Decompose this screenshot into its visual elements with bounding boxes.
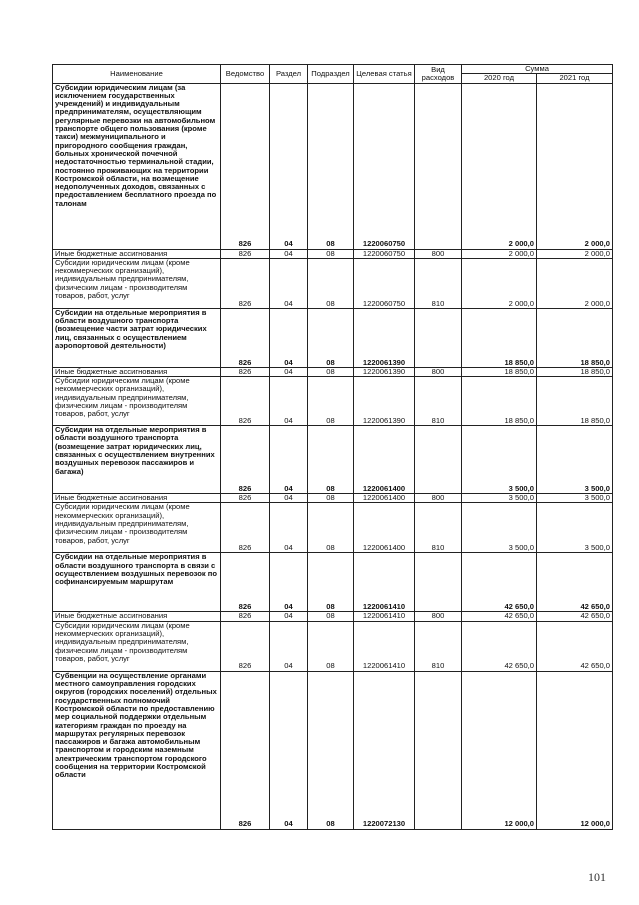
cell-2020: 18 850,0 [462,377,537,426]
cell-name: Субсидии на отдельные мероприятия в области воздушного транспорта (возмещение части затрат юридических лиц, связанных с осуществлением аэропортовой деятельности) [53,308,221,367]
cell-podrazdel: 08 [308,621,354,671]
cell-podrazdel: 08 [308,553,354,612]
cell-2021: 18 850,0 [537,377,613,426]
cell-2020: 42 650,0 [462,553,537,612]
cell-vedomstvo: 826 [221,621,270,671]
cell-name: Субсидии на отдельные мероприятия в области воздушного транспорта в связи с осуществлением воздушных перевозок по софинансируемым маршрутам [53,553,221,612]
cell-vedomstvo: 826 [221,377,270,426]
cell-target: 1220061390 [354,308,415,367]
cell-2021: 3 500,0 [537,426,613,494]
cell-name: Субсидии юридическим лицам (кроме некоммерческих организаций), индивидуальным предпринимателям, физическим лицам - производителям товаров, работ, услуг [53,621,221,671]
cell-razdel: 04 [270,494,308,503]
cell-vid: 800 [415,494,462,503]
cell-target: 1220061400 [354,494,415,503]
cell-razdel: 04 [270,258,308,308]
cell-vid [415,308,462,367]
cell-target: 1220060750 [354,249,415,258]
table-row [53,671,613,829]
cell-podrazdel: 08 [308,258,354,308]
cell-2020: 12 000,0 [462,671,537,829]
cell-razdel: 04 [270,621,308,671]
cell-name: Субсидии юридическим лицам (кроме некоммерческих организаций), индивидуальным предпринимателям, физическим лицам - производителям товаров, работ, услуг [53,377,221,426]
cell-2020: 2 000,0 [462,249,537,258]
cell-vid: 800 [415,367,462,376]
cell-razdel: 04 [270,553,308,612]
cell-vid: 810 [415,621,462,671]
cell-2021: 3 500,0 [537,503,613,553]
col-header-target: Целевая статья [354,65,415,84]
cell-vid: 810 [415,258,462,308]
cell-razdel: 04 [270,367,308,376]
cell-target: 1220061410 [354,612,415,621]
cell-name: Субсидии юридическим лицам (кроме некоммерческих организаций), индивидуальным предпринимателям, физическим лицам - производителям товаров, работ, услуг [53,503,221,553]
cell-target: 1220061400 [354,503,415,553]
cell-target: 1220061410 [354,621,415,671]
table-row [53,621,613,671]
cell-vid [415,83,462,249]
cell-2020: 18 850,0 [462,308,537,367]
table-row [53,503,613,553]
cell-2020: 42 650,0 [462,612,537,621]
cell-vid: 800 [415,612,462,621]
table-row [53,83,613,249]
cell-target: 1220061410 [354,553,415,612]
cell-podrazdel: 08 [308,249,354,258]
col-header-name: Наименование [53,65,221,84]
cell-2021: 2 000,0 [537,249,613,258]
cell-vedomstvo: 826 [221,249,270,258]
cell-razdel: 04 [270,671,308,829]
cell-name: Субсидии юридическим лицам (кроме некоммерческих организаций), индивидуальным предпринимателям, физическим лицам - производителям товаров, работ, услуг [53,258,221,308]
table-row [53,258,613,308]
cell-vedomstvo: 826 [221,258,270,308]
cell-2020: 3 500,0 [462,426,537,494]
table-row [53,494,613,503]
cell-name: Иные бюджетные ассигнования [53,494,221,503]
cell-2021: 18 850,0 [537,367,613,376]
cell-vid [415,671,462,829]
cell-podrazdel: 08 [308,671,354,829]
cell-2020: 42 650,0 [462,621,537,671]
cell-podrazdel: 08 [308,503,354,553]
cell-2020: 3 500,0 [462,503,537,553]
cell-vid: 810 [415,503,462,553]
cell-vedomstvo: 826 [221,671,270,829]
cell-podrazdel: 08 [308,377,354,426]
cell-podrazdel: 08 [308,612,354,621]
cell-target: 1220061390 [354,367,415,376]
cell-2021: 42 650,0 [537,553,613,612]
cell-2021: 3 500,0 [537,494,613,503]
cell-name: Субсидии юридическим лицам (за исключением государственных учреждений) и индивидуальным предпринимателям, осуществляющим регулярные перевозки на автомобильном транспорте общего пользования (кроме такси) межмуниципального и пригородного сообщения граждан, больных хронической почечной недостаточностью терминальной стадии, постоянно проживающих на территории Костромской области, на возмещение недополученных доходов, связанных с предоставлением бесплатного проезда по талонам [53,83,221,249]
table-body [53,83,613,829]
cell-2021: 42 650,0 [537,621,613,671]
cell-vid: 810 [415,377,462,426]
cell-2020: 2 000,0 [462,83,537,249]
cell-target: 1220061400 [354,426,415,494]
cell-vedomstvo: 826 [221,83,270,249]
cell-podrazdel: 08 [308,426,354,494]
cell-name: Иные бюджетные ассигнования [53,612,221,621]
cell-2020: 2 000,0 [462,258,537,308]
cell-vedomstvo: 826 [221,426,270,494]
table-row [53,426,613,494]
cell-target: 1220061390 [354,377,415,426]
cell-razdel: 04 [270,249,308,258]
cell-target: 1220072130 [354,671,415,829]
cell-vedomstvo: 826 [221,553,270,612]
budget-table [52,64,613,830]
cell-podrazdel: 08 [308,308,354,367]
cell-2021: 42 650,0 [537,612,613,621]
cell-vid [415,553,462,612]
cell-name: Субсидии на отдельные мероприятия в области воздушного транспорта (возмещение затрат юридических лиц, связанных с осуществлением внутренних воздушных перевозок пассажиров и багажа) [53,426,221,494]
cell-2021: 18 850,0 [537,308,613,367]
col-header-2020: 2020 год [462,74,537,83]
cell-razdel: 04 [270,83,308,249]
col-header-razdel: Раздел [270,65,308,84]
cell-razdel: 04 [270,377,308,426]
cell-2021: 12 000,0 [537,671,613,829]
table-row [53,308,613,367]
cell-podrazdel: 08 [308,83,354,249]
table-row [53,612,613,621]
cell-razdel: 04 [270,612,308,621]
cell-name: Иные бюджетные ассигнования [53,249,221,258]
col-header-summa: Сумма [462,65,613,74]
cell-vid: 800 [415,249,462,258]
cell-name: Иные бюджетные ассигнования [53,367,221,376]
cell-vedomstvo: 826 [221,503,270,553]
cell-vedomstvo: 826 [221,308,270,367]
col-header-podrazdel: Подраздел [308,65,354,84]
col-header-vedomstvo: Ведомство [221,65,270,84]
cell-name: Субвенции на осуществление органами местного самоуправления городских округов (городских поселений) отдельных государственных полномочий Костромской области по предоставлению мер социальной поддержки отдельным категориям граждан по проезду на маршрутах регулярных перевозок пассажиров и багажа автомобильным транспортом и городским наземным электрическим транспортом городского сообщения на территории Костромской области [53,671,221,829]
cell-podrazdel: 08 [308,494,354,503]
table-row [53,249,613,258]
budget-table-page [52,64,612,830]
cell-2020: 3 500,0 [462,494,537,503]
cell-razdel: 04 [270,426,308,494]
cell-vedomstvo: 826 [221,612,270,621]
cell-target: 1220060750 [354,83,415,249]
col-header-2021: 2021 год [537,74,613,83]
table-row [53,553,613,612]
table-row [53,367,613,376]
table-row [53,377,613,426]
cell-vedomstvo: 826 [221,494,270,503]
cell-razdel: 04 [270,503,308,553]
cell-2021: 2 000,0 [537,83,613,249]
page-number: 101 [588,870,606,884]
col-header-vid: Вид расходов [415,65,462,84]
cell-vid [415,426,462,494]
cell-2020: 18 850,0 [462,367,537,376]
cell-podrazdel: 08 [308,367,354,376]
cell-razdel: 04 [270,308,308,367]
cell-vedomstvo: 826 [221,367,270,376]
cell-target: 1220060750 [354,258,415,308]
cell-2021: 2 000,0 [537,258,613,308]
